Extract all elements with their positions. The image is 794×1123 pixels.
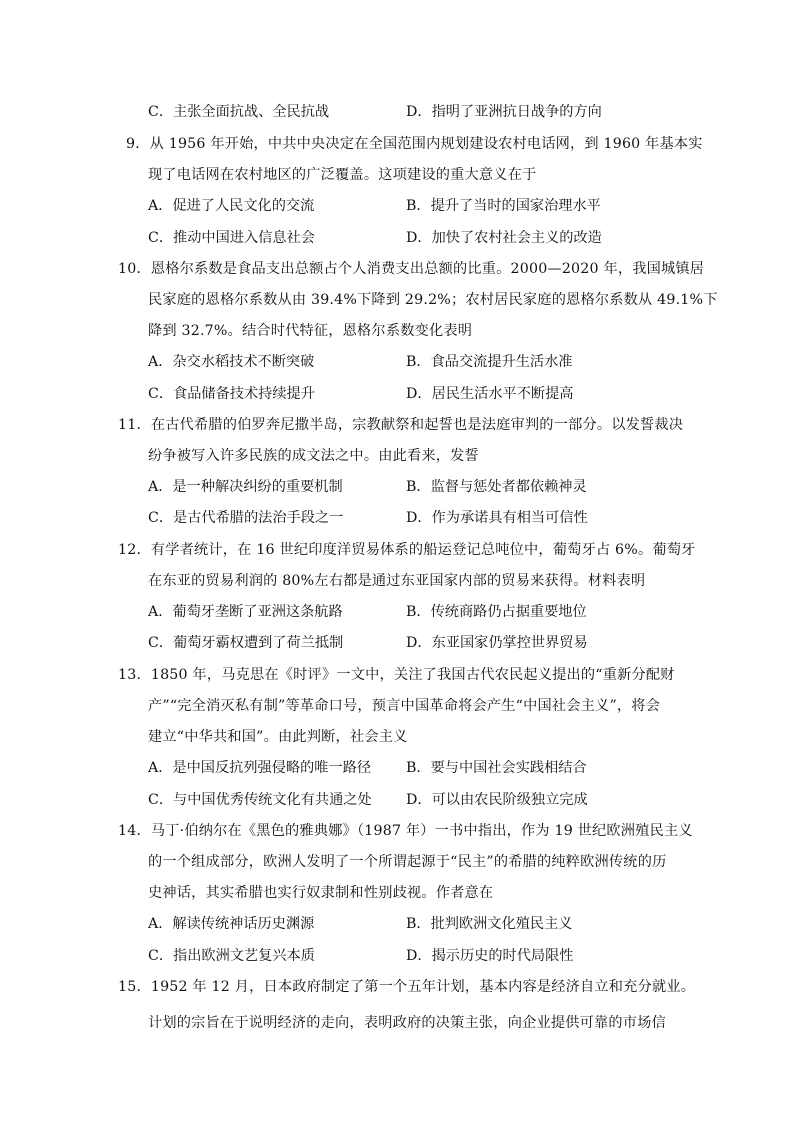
q8-option-d: D．指明了亚洲抗日战争的方向 [406,104,602,120]
q9-option-d: D．加快了农村社会主义的改造 [406,230,602,246]
q11-option-d: D．作为承诺具有相当可信性 [406,510,588,526]
q10-option-c: C．食品储备技术持续提升 [148,386,315,402]
q11-option-b: B．监督与惩处者都依赖神灵 [406,479,587,495]
q10-stem-line-1: 10．恩格尔系数是食品支出总额占个人消费支出总额的比重。2000—2020 年，我国城镇居 [118,261,705,277]
q9-option-b: B．提升了当时的国家治理水平 [406,198,601,214]
q14-stem-line-3: 史神话，其实希腊也实行奴隶制和性别歧视。作者意在 [148,885,494,901]
q12-option-d: D．东亚国家仍掌控世界贸易 [406,635,588,651]
q14-option-c: C．指出欧洲文艺复兴本质 [148,948,315,964]
q10-stem-line-3: 降到 32.7%。结合时代特征，恩格尔系数变化表明 [148,323,473,339]
q12-option-b: B．传统商路仍占据重要地位 [406,604,587,620]
q14-option-d: D．揭示历史的时代局限性 [406,948,574,964]
q12-option-a: A．葡萄牙垄断了亚洲这条航路 [148,604,343,620]
q10-option-a: A．杂交水稻技术不断突破 [148,354,315,370]
q10-stem-line-2: 民家庭的恩格尔系数从由 39.4%下降到 29.2%；农村居民家庭的恩格尔系数从 49.1%下 [148,292,718,308]
q13-stem-line-3: 建立“中华共和国”。由此判断，社会主义 [148,729,408,745]
q15-stem-line-2: 计划的宗旨在于说明经济的走向，表明政府的决策主张，向企业提供可靠的市场信 [148,1015,666,1031]
q11-stem-line-1: 11．在古代希腊的伯罗奔尼撒半岛，宗教献祭和起誓也是法庭审判的一部分。以发誓裁决 [118,417,684,433]
q11-stem-line-2: 纷争被写入许多民族的成文法之中。由此看来，发誓 [148,448,479,464]
q13-option-b: B．要与中国社会实践相结合 [406,760,587,776]
q13-stem-line-1: 13．1850 年，马克思在《时评》一文中，关注了我国古代农民起义提出的“重新分配财 [118,667,675,683]
q11-option-a: A．是一种解决纠纷的重要机制 [148,479,343,495]
q10-option-d: D．居民生活水平不断提高 [406,386,574,402]
q8-option-c: C．主张全面抗战、全民抗战 [148,104,330,120]
q9-option-c: C．推动中国进入信息社会 [148,230,315,246]
q10-option-b: B．食品交流提升生活水准 [406,354,573,370]
q12-stem-line-1: 12．有学者统计，在 16 世纪印度洋贸易体系的船运登记总吨位中，葡萄牙占 6%。葡萄牙 [118,542,696,558]
q9-stem-line-1: 9．从 1956 年开始，中共中央决定在全国范围内规划建设农村电话网，到 1960 年基本实 [126,136,703,152]
q13-option-c: C．与中国优秀传统文化有共通之处 [148,792,372,808]
q14-option-a: A．解读传统神话历史渊源 [148,916,315,932]
q14-stem-line-1: 14．马丁·伯纳尔在《黑色的雅典娜》（1987 年）一书中指出，作为 19 世纪欧洲殖民主义 [118,823,693,839]
q9-option-a: A．促进了人民文化的交流 [148,198,315,214]
q14-stem-line-2: 的一个组成部分，欧洲人发明了一个所谓起源于“民主”的希腊的纯粹欧洲传统的历 [148,854,667,870]
q15-stem-line-1: 15．1952 年 12 月，日本政府制定了第一个五年计划，基本内容是经济自立和充分就业。 [118,979,696,995]
q11-option-c: C．是古代希腊的法治手段之一 [148,510,344,526]
q13-option-d: D．可以由农民阶级独立完成 [406,792,588,808]
q12-stem-line-2: 在东亚的贸易利润的 80%左右都是通过东亚国家内部的贸易来获得。材料表明 [148,573,646,589]
q9-stem-line-2: 现了电话网在农村地区的广泛覆盖。这项建设的重大意义在于 [148,167,537,183]
q13-option-a: A．是中国反抗列强侵略的唯一路径 [148,760,372,776]
q14-option-b: B．批判欧洲文化殖民主义 [406,916,573,932]
q12-option-c: C．葡萄牙霸权遭到了荷兰抵制 [148,635,344,651]
q13-stem-line-2: 产”“完全消灭私有制”等革命口号，预言中国革命将会产生“中国社会主义”，将会 [148,698,661,714]
